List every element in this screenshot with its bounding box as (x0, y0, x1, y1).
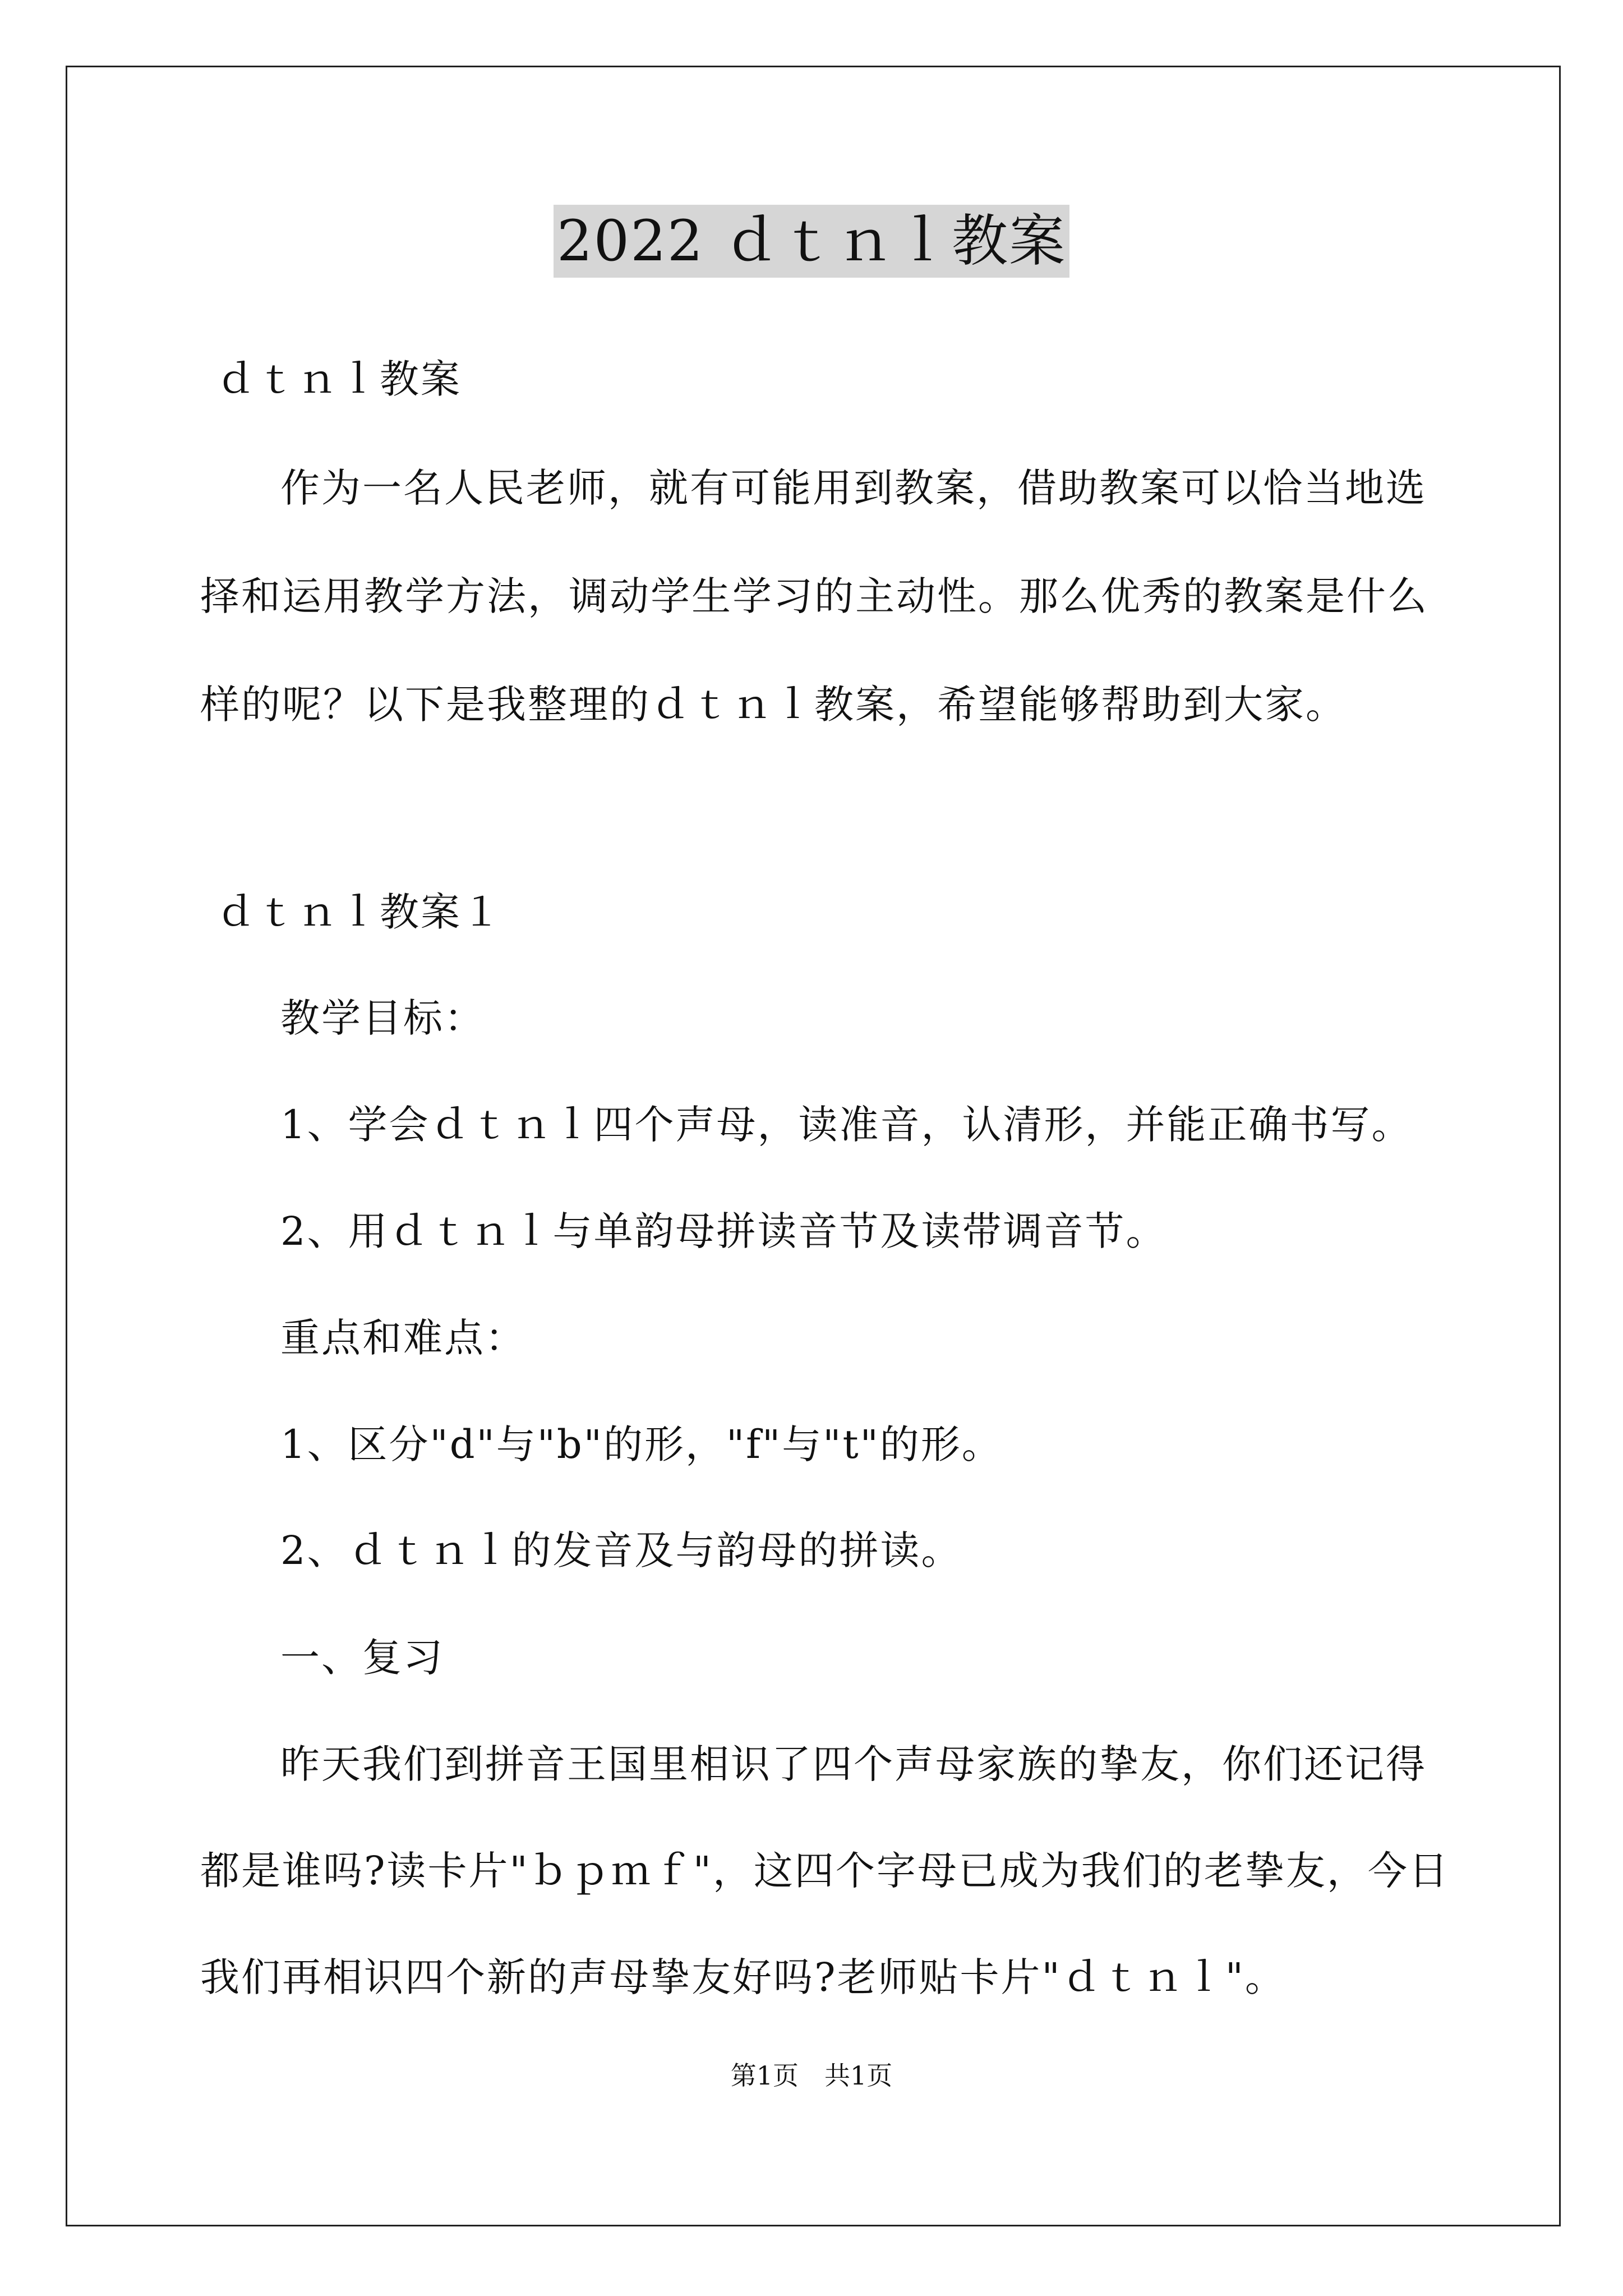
section-heading-1: ｄｔｎｌ教案１ (216, 889, 502, 935)
title-container (0, 205, 1623, 278)
paragraph-line: 昨天我们到拼音王国里相识了四个声母家族的挚友，你们还记得 (280, 1741, 1427, 1787)
subheading-goals: 教学目标： (280, 995, 485, 1041)
paragraph-line: 择和运用教学方法，调动学生学习的主动性。那么优秀的教案是什么 (200, 573, 1428, 619)
subheading-key-points: 重点和难点： (280, 1315, 526, 1361)
key-point-item-1: 1、区分"d"与"b"的形，"f"与"t"的形。 (280, 1421, 1003, 1467)
key-point-item-2: 2、ｄｔｎｌ的发音及与韵母的拼读。 (280, 1527, 962, 1573)
page-footer: 第1页 共1页 (730, 2060, 893, 2091)
paragraph-line: 作为一名人民老师，就有可能用到教案，借助教案可以恰当地选 (280, 465, 1427, 511)
subheading-review: 一、复习 (280, 1635, 444, 1681)
paragraph-line: 我们再相识四个新的声母挚友好吗?老师贴卡片"ｄｔｎｌ"。 (200, 1954, 1286, 2000)
document-title: 2022 ｄｔｎｌ教案 (554, 205, 1069, 278)
goal-item-2: 2、用ｄｔｎｌ与单韵母拼读音节及读带调音节。 (280, 1208, 1167, 1254)
paragraph-line: 都是谁吗?读卡片"ｂｐｍｆ"，这四个字母已成为我们的老挚友，今日 (200, 1848, 1450, 1894)
section-heading-intro: ｄｔｎｌ教案 (216, 356, 462, 402)
paragraph-line: 样的呢？以下是我整理的ｄｔｎｌ教案，希望能够帮助到大家。 (200, 682, 1347, 728)
goal-item-1: 1、学会ｄｔｎｌ四个声母，读准音，认清形，并能正确书写。 (280, 1102, 1413, 1148)
